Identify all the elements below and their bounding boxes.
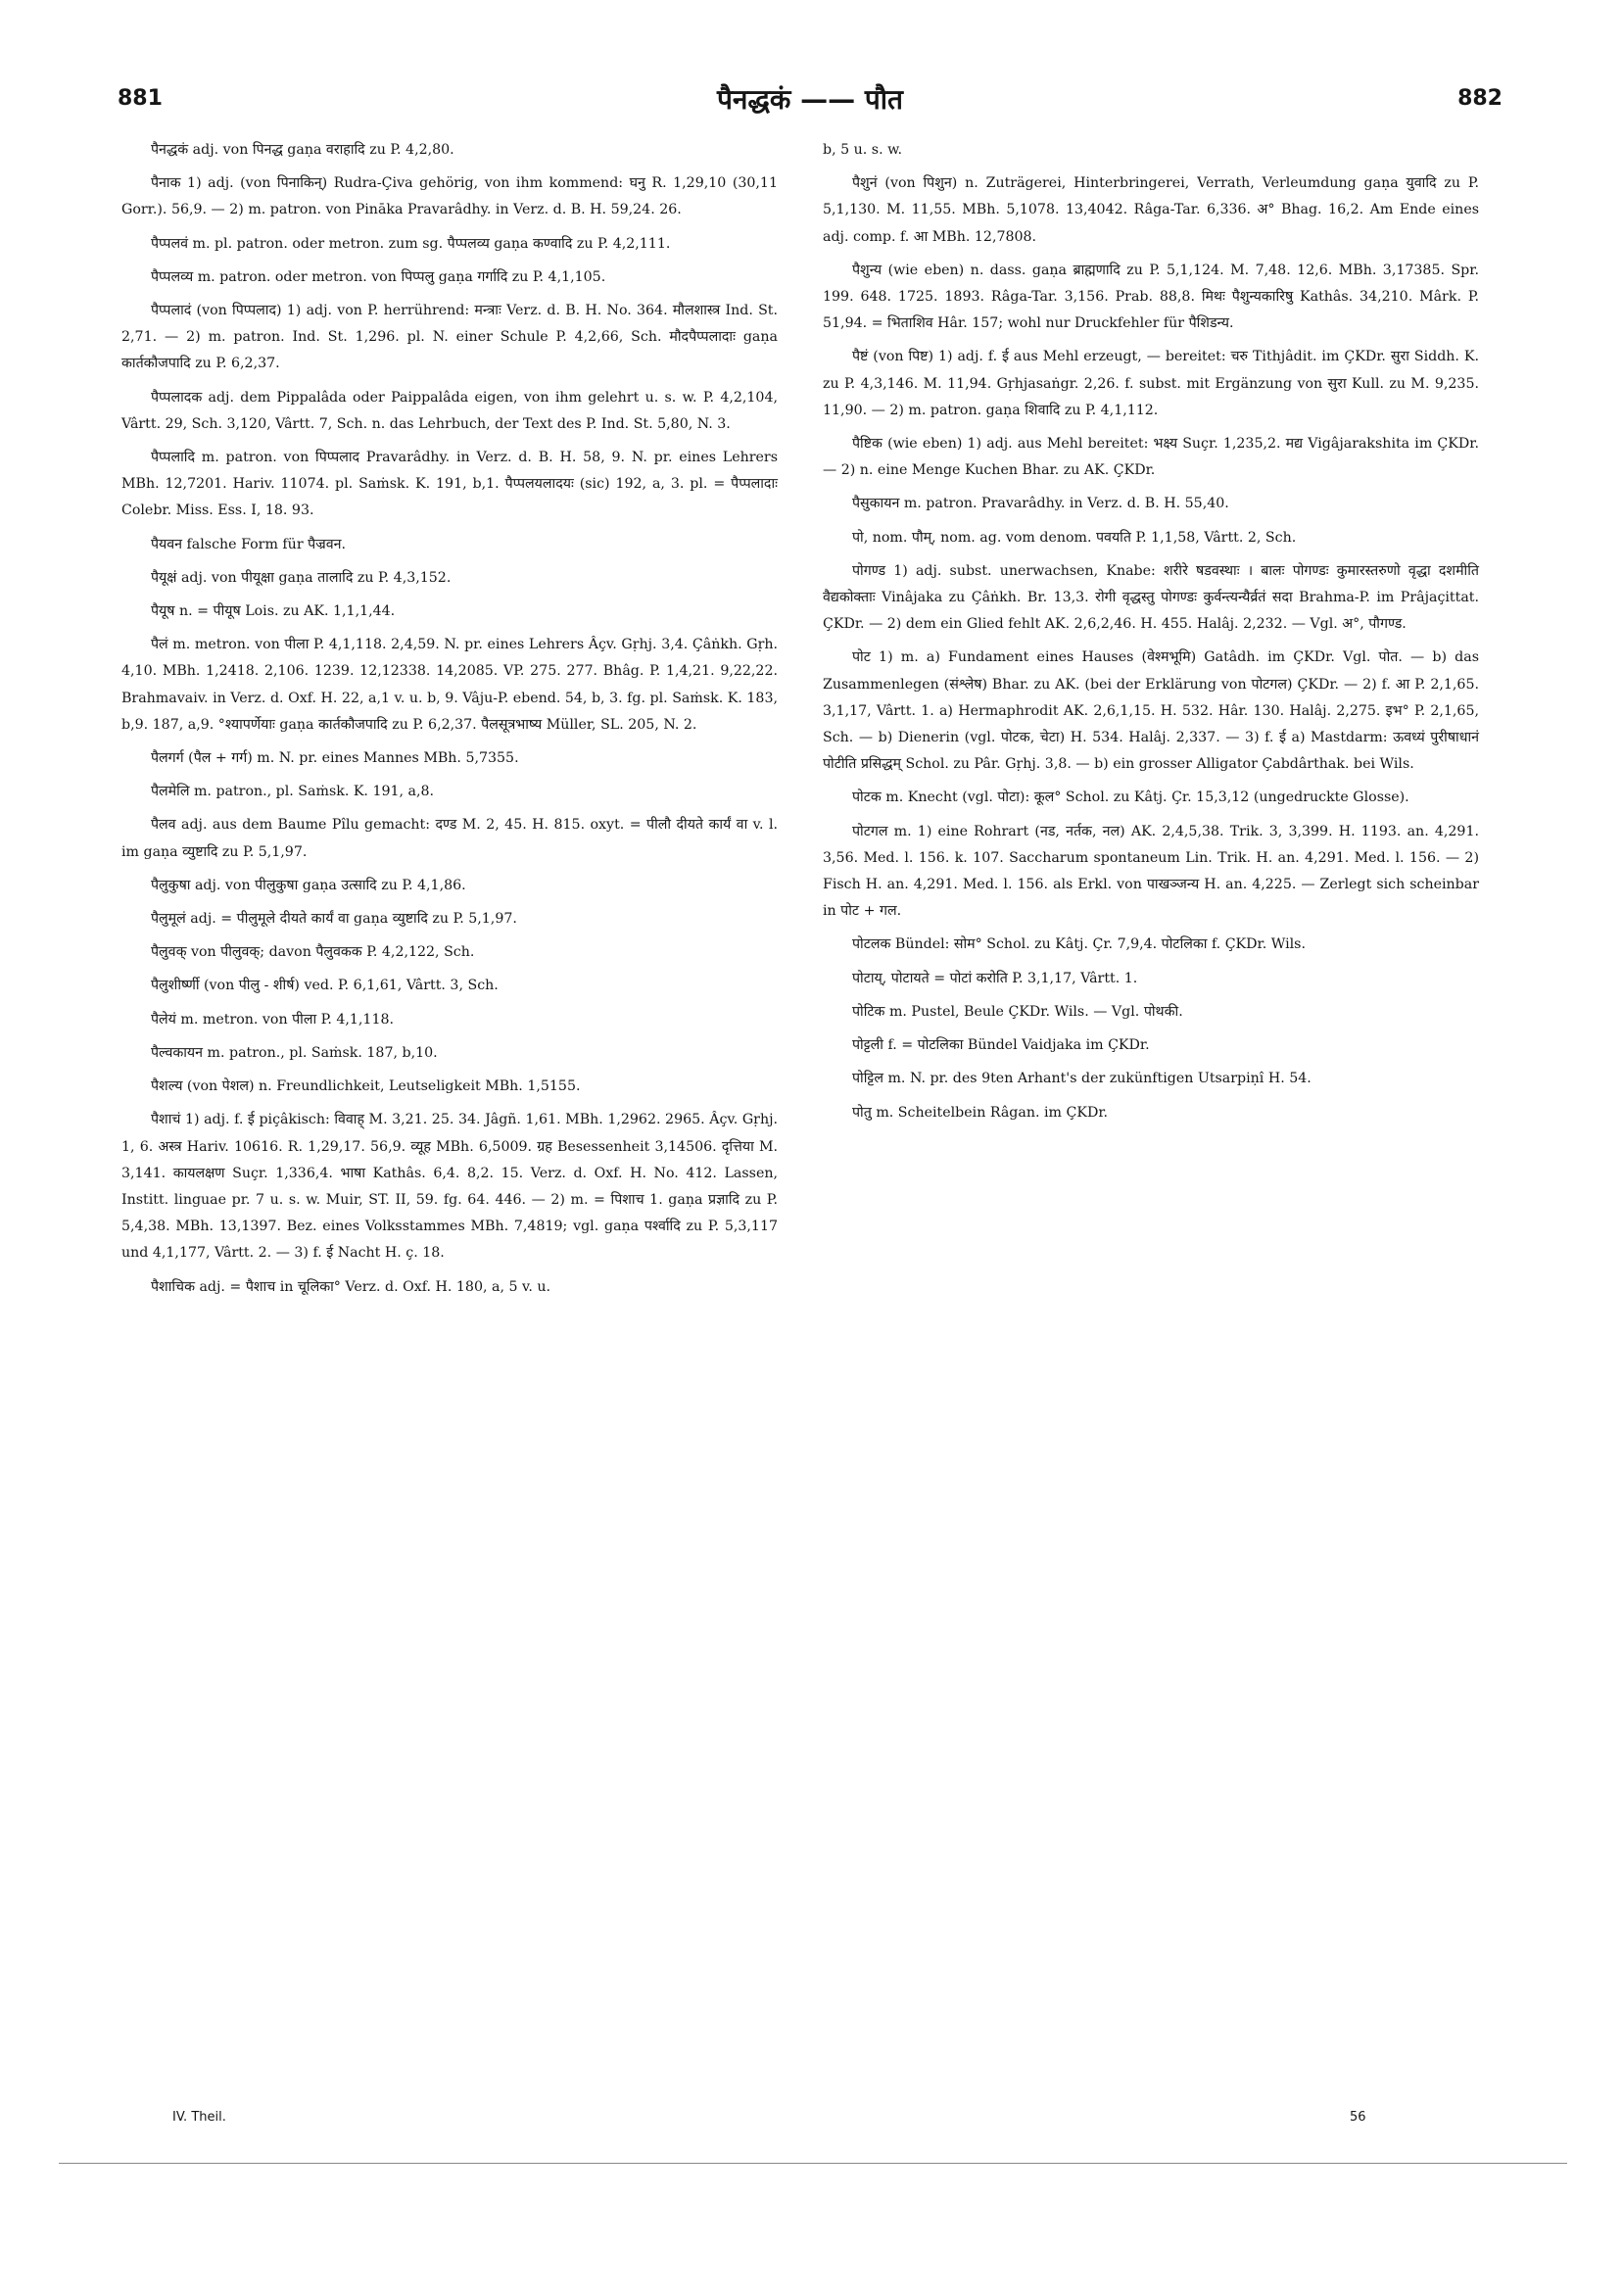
dictionary-entry: पैलुमूलं adj. = पीलुमूले दीयते कार्यं वा gaṇa व्युष्टादि zu P. 5,1,97. [151,911,517,928]
dictionary-entry: पैशल्य (von पेशल) n. Freundlichkeit, Leutseligkeit MBh. 1,5155. [151,1078,581,1095]
bottom-rule [59,2163,1567,2164]
dictionary-entry: पो, nom. पौम्, nom. ag. vom denom. पवयति P. 1,1,58, Vârtt. 2, Sch. [852,529,1297,546]
dictionary-entry: पैल्वकायन m. patron., pl. Saṁsk. 187, b,10. [151,1044,438,1061]
dictionary-entry: पैनद्धकं adj. von पिनद्ध gaṇa वराहादि zu P. 4,2,80. [151,142,454,158]
dictionary-entry: पैप्पलव्य m. patron. oder metron. von पिप्पलु gaṇa गर्गादि zu P. 4,1,105. [151,268,606,285]
dictionary-entry: पैयवन falsche Form für पैज्रवन. [151,536,347,552]
dictionary-entry: पैशुनं (von पिशुन) n. Zuträgerei, Hinterbringerei, Verrath, Verleumdung gaṇa युवादि zu P. 5,1,130. M. 11,55. MBh. 5,1078. 13,4042. Râga-Tar. 6,336. अ° Bhag. 16,2. Am Ende eines adj. comp. f. आ MBh. 12,7808. [823,175,1479,245]
dictionary-entry: पैलेयं m. metron. von पीला P. 4,1,118. [151,1011,395,1028]
dictionary-entry: पोटिक m. Pustel, Beule ÇKDr. Wils. — Vgl. पोथकी. [852,1003,1183,1020]
right-column [823,137,1479,1133]
dictionary-entry: पैसुकायन m. patron. Pravarâdhy. in Verz. d. B. H. 55,40. [852,496,1229,512]
dictionary-entry: पैनाक 1) adj. (von पिनाकिन्) Rudra-Çiva gehörig, von ihm kommend: घनु R. 1,29,10 (30,11 Gorr.). 56,9. — 2) m. patron. von Pināka Pravarâdhy. in Verz. d. B. H. 59,24. 26. [121,175,778,218]
dictionary-entry: पैलगर्ग (पैल + गर्ग) m. N. pr. eines Mannes MBh. 5,7355. [151,750,519,767]
dictionary-entry: पोटाय्, पोटायते = पोटां करोति P. 3,1,17, Vârtt. 1. [852,970,1138,986]
signature-mark: IV. Theil. [172,2110,226,2125]
dictionary-entry: पैप्पलादक adj. dem Pippalâda oder Paippalâda eigen, von ihm gelehrt u. s. w. P. 4,2,104, Vârtt. 29, Sch. 3,120, Vârtt. 7, Sch. n. das Lehrbuch, der Text des P. Ind. St. 5,80, N. 3. [121,389,778,432]
dictionary-entry: पैप्पलादं (von पिप्पलाद) 1) adj. von P. herrührend: मन्त्राः Verz. d. B. H. No. 364. मौलशास्त्र Ind. St. 2,71. — 2) m. patron. Ind. St. 1,296. pl. N. einer Schule P. 4,2,66, Sch. मौदपैप्पलादाः gaṇa कार्तकौजपादि zu P. 6,2,37. [121,303,778,372]
dictionary-entry: पैलुवक् von पीलुवक्; davon पैलुवकक P. 4,2,122, Sch. [151,944,475,961]
dictionary-entry: पोटगल m. 1) eine Rohrart (नड, नर्तक, नल) AK. 2,4,5,38. Trik. 3, 3,399. H. 1193. an. 4,291. 3,56. Med. l. 156. k. 107. Saccharum spontaneum Lin. Trik. H. an. 4,291. Med. l. 156. — 2) Fisch H. an. 4,291. Med. l. 156. als Erkl. von पाखञ्जन्य H. an. 4,225. — Zerlegt sich scheinbar in पोट + गल. [823,823,1479,920]
dictionary-entry: पोटक m. Knecht (vgl. पोटा): कूल° Schol. zu Kâtj. Çr. 15,3,12 (ungedruckte Glosse). [852,789,1409,806]
dictionary-entry: पैयूक्षं adj. von पीयूक्षा gaṇa तालादि zu P. 4,3,152. [151,569,452,586]
dictionary-entry: पैलुशीर्ष्णी (von पीलु - शीर्ष) ved. P. 6,1,61, Vârtt. 3, Sch. [151,978,499,994]
dictionary-entry: पोट्टिल m. N. pr. des 9ten Arhant's der zukünftigen Utsarpiṇî H. 54. [852,1071,1312,1087]
dictionary-entry: पैलं m. metron. von पीला P. 4,1,118. 2,4,59. N. pr. eines Lehrers Âçv. Gṛhj. 3,4. Çâṅkh. Gṛh. 4,10. MBh. 1,2418. 2,106. 1239. 12,12338. 14,2085. VP. 275. 277. Bhâg. P. 1,4,21. 9,22,22. Brahmavaiv. in Verz. d. Oxf. H. 22, a,1 v. u. b, 9. Vâju-P. ebend. 54, b, 3. fg. pl. Saṁsk. K. 183, b,9. 187, a,9. °श्यापर्णेयाः gaṇa कार्तकौजपादि zu P. 6,2,37. पैलसूत्रभाष्य Müller, SL. 205, N. 2. [121,637,778,733]
running-header [118,80,1503,120]
dictionary-entry: पैलव adj. aus dem Baume Pîlu gemacht: दण्ड M. 2, 45. H. 815. oxyt. = पीलौ दीयते कार्यं वा v. l. im gaṇa व्युष्टादि zu P. 5,1,97. [121,817,778,860]
page-number-left: 881 [118,86,163,111]
dictionary-entry-continuation: b, 5 u. s. w. [823,142,903,158]
left-column [121,137,778,1308]
dictionary-entry: पोगण्ड 1) adj. subst. unerwachsen, Knabe: शरीरे षडवस्थाः । बालः पोगण्डः कुमारस्तरुणो वृद्धा दशमीति वैद्यकोक्ताः Vinâjaka zu Çâṅkh. Br. 13,3. रोगी वृद्धस्तु पोगण्डः कुर्वन्त्यन्यैर्व्रतं सदा Brahma-P. im Prâjaçittat. ÇKDr. — 2) dem ein Glied fehlt AK. 2,6,2,46. H. 455. Halâj. 2,232. — Vgl. अ°, पौगण्ड. [823,562,1479,633]
dictionary-entry: पैयूष n. = पीयूष Lois. zu AK. 1,1,1,44. [151,603,396,620]
dictionary-entry: पैष्टं (von पिष्ट) 1) adj. f. ई aus Mehl erzeugt, — bereitet: चरु Tithjâdit. im ÇKDr. सुरा Siddh. K. zu P. 4,3,146. M. 11,94. Gṛhjasaṅgr. 2,26. f. subst. mit Ergänzung von सुरा Kull. zu M. 9,235. 11,90. — 2) m. patron. gaṇa शिवादि zu P. 4,1,112. [823,349,1479,418]
dictionary-entry: पैलमेलि m. patron., pl. Saṁsk. K. 191, a,8. [151,784,435,800]
dictionary-entry: पैशाचिक adj. = पैशाच in चूलिका° Verz. d. Oxf. H. 180, a, 5 v. u. [151,1278,551,1295]
running-headword: पैनद्धकं —— पौत [717,83,903,116]
page-number-right: 882 [1457,86,1503,111]
dictionary-entry: पोट्टली f. = पोटलिका Bündel Vaidjaka im ÇKDr. [852,1037,1150,1054]
dictionary-entry: पैष्टिक (wie eben) 1) adj. aus Mehl bereitet: भक्ष्य Suçr. 1,235,2. मद्य Vigâjarakshita im ÇKDr. — 2) n. eine Menge Kuchen Bhar. zu AK. ÇKDr. [823,436,1479,479]
dictionary-entry: पोतु m. Scheitelbein Râgan. im ÇKDr. [852,1104,1109,1121]
sheet-number: 56 [1350,2110,1366,2125]
dictionary-entry: पैप्पलवं m. pl. patron. oder metron. zum sg. पैप्पलव्य gaṇa कण्वादि zu P. 4,2,111. [151,235,671,252]
dictionary-entry: पैशाचं 1) adj. f. ई piçâkisch: विवाह् M. 3,21. 25. 34. Jâgñ. 1,61. MBh. 1,2962. 2965. Âçv. Gṛhj. 1, 6. अस्त्र Hariv. 10616. R. 1,29,17. 56,9. व्यूह MBh. 6,5009. ग्रह Besessenheit 3,14506. दृत्तिया M. 3,141. कायलक्षण Suçr. 1,336,4. भाषा Kathâs. 6,4. 8,2. 15. Verz. d. Oxf. H. No. 412. Lassen, Institt. linguae pr. 7 u. s. w. Muir, ST. II, 59. fg. 64. 446. — 2) m. = पिशाच 1. gaṇa प्रज्ञादि zu P. 5,4,38. MBh. 13,1397. Bez. eines Volksstammes MBh. 7,4819; vgl. gaṇa पर्श्वादि zu P. 5,3,117 und 4,1,177, Vârtt. 2. — 3) f. ई Nacht H. ç. 18. [121,1112,778,1262]
dictionary-entry: पैलुकुषा adj. von पीलुकुषा gaṇa उत्सादि zu P. 4,1,86. [151,877,466,893]
dictionary-entry: पोटलक Bündel: सोम° Schol. zu Kâtj. Çr. 7,9,4. पोटलिका f. ÇKDr. Wils. [852,936,1306,953]
dictionary-entry: पोट 1) m. a) Fundament eines Hauses (वेश्मभूमि) Gatâdh. im ÇKDr. Vgl. पोत. — b) das Zusammenlegen (संश्लेष) Bhar. zu AK. (bei der Erklärung von पोटगल) ÇKDr. — 2) f. आ P. 2,1,65. 3,1,17, Vârtt. 1. a) Hermaphrodit AK. 2,6,1,15. H. 532. Hâr. 130. Halâj. 2,275. इभ° P. 2,1,65, Sch. — b) Dienerin (vgl. पोटक, चेटा) H. 534. Halâj. 2,337. — 3) f. ई a) Mastdarm: ऊवध्यं पुरीषाधानं पोटीति प्रसिद्धम् Schol. zu Pâr. Gṛhj. 3,8. — b) ein grosser Alligator Çabdârthak. bei Wils. [823,649,1479,773]
dictionary-entry: पैप्पलादि m. patron. von पिप्पलाद Pravarâdhy. in Verz. d. B. H. 58, 9. N. pr. eines Lehrers MBh. 12,7201. Hariv. 11074. pl. Saṁsk. K. 191, b,1. पैप्पलयलादयः (sic) 192, a, 3. pl. = पैप्पलादाः Colebr. Miss. Ess. I, 18. 93. [121,450,778,519]
dictionary-entry: पैशुन्य (wie eben) n. dass. gaṇa ब्राह्मणादि zu P. 5,1,124. M. 7,48. 12,6. MBh. 3,17385. Spr. 199. 648. 1725. 1893. Râga-Tar. 3,156. Prab. 88,8. मिथः पैशुन्यकारिषु Kathâs. 34,210. Mârk. P. 51,94. = भिताशिव Hâr. 157; wohl nur Druckfehler für पैशिडन्य. [823,262,1479,332]
